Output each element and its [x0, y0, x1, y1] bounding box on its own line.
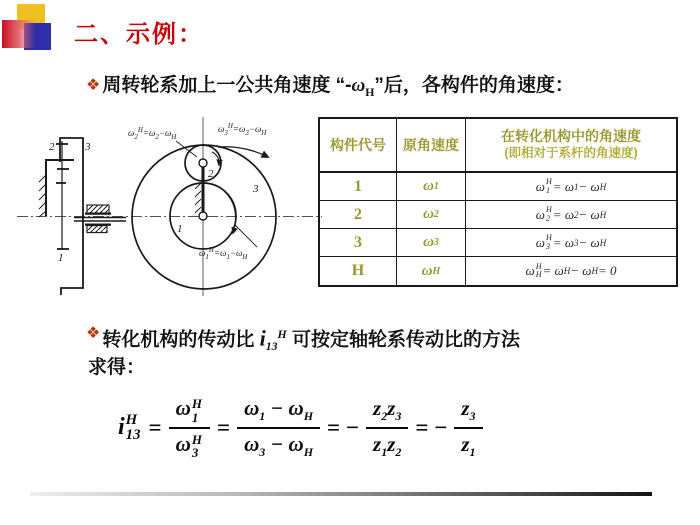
- ground-hatching: [39, 175, 46, 217]
- bearing-bottom: [87, 226, 107, 233]
- sideview-label-2: 2: [49, 141, 55, 153]
- table-header-original-velocity: 原角速度: [397, 119, 466, 173]
- angular-velocity-table: [318, 117, 678, 287]
- bullet2-text-line2: 求得：: [88, 357, 146, 378]
- carrier-hatching: [195, 183, 201, 213]
- sideview-label-1: 1: [58, 252, 64, 264]
- fraction-teeth-product: $\frac{z_2z_3}{z_1z_2}$: [366, 396, 408, 460]
- diamond-bullet-icon: ❖: [86, 325, 101, 342]
- frontview-label-2: 2: [208, 168, 214, 180]
- table-row-omega: ω H: [397, 257, 466, 285]
- logo-red-square: [2, 20, 37, 48]
- annotation-omega3: $\omega_3^H=\omega_3-\omega_H$: [218, 122, 267, 137]
- center-hub: [199, 212, 207, 220]
- equals-sign: =: [148, 415, 162, 441]
- frontview-label-1: 1: [177, 223, 183, 235]
- bullet-angular-velocity: [86, 72, 676, 106]
- footer-divider-line: [30, 492, 652, 496]
- fraction-omega-difference: $\frac{\omega_1 - \omega_H}{\omega_3 - \omega_H}$: [237, 396, 320, 460]
- page-title: 二、示例：: [74, 21, 204, 48]
- table-row-member: 1: [320, 173, 397, 201]
- table-row-omega: ω 1: [397, 173, 466, 201]
- table-row-omega: ω 2: [397, 201, 466, 229]
- table-row-formula: ω H 1 = ω 1 − ω H: [466, 173, 676, 201]
- table-row-member: H: [320, 257, 397, 285]
- transmission-ratio-equation: [118, 396, 483, 460]
- frontview-label-3: 3: [253, 183, 259, 195]
- table-row-formula: ω H 3 = ω 3 − ω H: [466, 229, 676, 257]
- equals-sign: =: [216, 415, 231, 441]
- annotation-omega2: $\omega_2^H=\omega_2-\omega_H$: [128, 126, 177, 141]
- leader-line-gear1: [235, 225, 257, 247]
- table-row-omega: ω 3: [397, 229, 466, 257]
- diamond-bullet-icon: ❖: [86, 77, 101, 94]
- table-header-member: 构件代号: [320, 119, 397, 173]
- fraction-omega-converted: ω H 1 ω H 3: [169, 396, 210, 460]
- fraction-teeth-simplified: $\frac{z_3}{z_1}$: [454, 396, 482, 460]
- front-view-schematic: [132, 117, 276, 296]
- equation-lhs: i H 13: [118, 411, 141, 444]
- equals-minus-sign: = −: [415, 415, 448, 441]
- sideview-label-3: 3: [85, 141, 91, 153]
- table-row-formula: ω H H = ω H − ω H = 0: [525, 261, 617, 279]
- planet-hub: [199, 159, 207, 167]
- bearing-top: [87, 205, 109, 213]
- annotation-omega1: $\omega_1^H=\omega_1-\omega_H$: [199, 246, 248, 261]
- table-row-member: 2: [320, 201, 397, 229]
- bullet1-text: 周转轮系加上一公共角速度 “$-\omega_H$”后，各构件的角速度：: [102, 75, 574, 99]
- table-row-formula: ω H 2 = ω 2 − ω H: [466, 201, 676, 229]
- table-row-member: 3: [320, 229, 397, 257]
- bullet2-text-line1: 转化机构的传动比 $i_{13}^H$ 可按定轴轮系传动比的方法: [102, 325, 520, 354]
- bullet-transmission-ratio: [86, 320, 676, 362]
- table-header-converted-velocity: 在转化机构中的角速度 (即相对于系杆的角速度): [466, 119, 676, 173]
- equals-minus-sign: = −: [327, 415, 359, 441]
